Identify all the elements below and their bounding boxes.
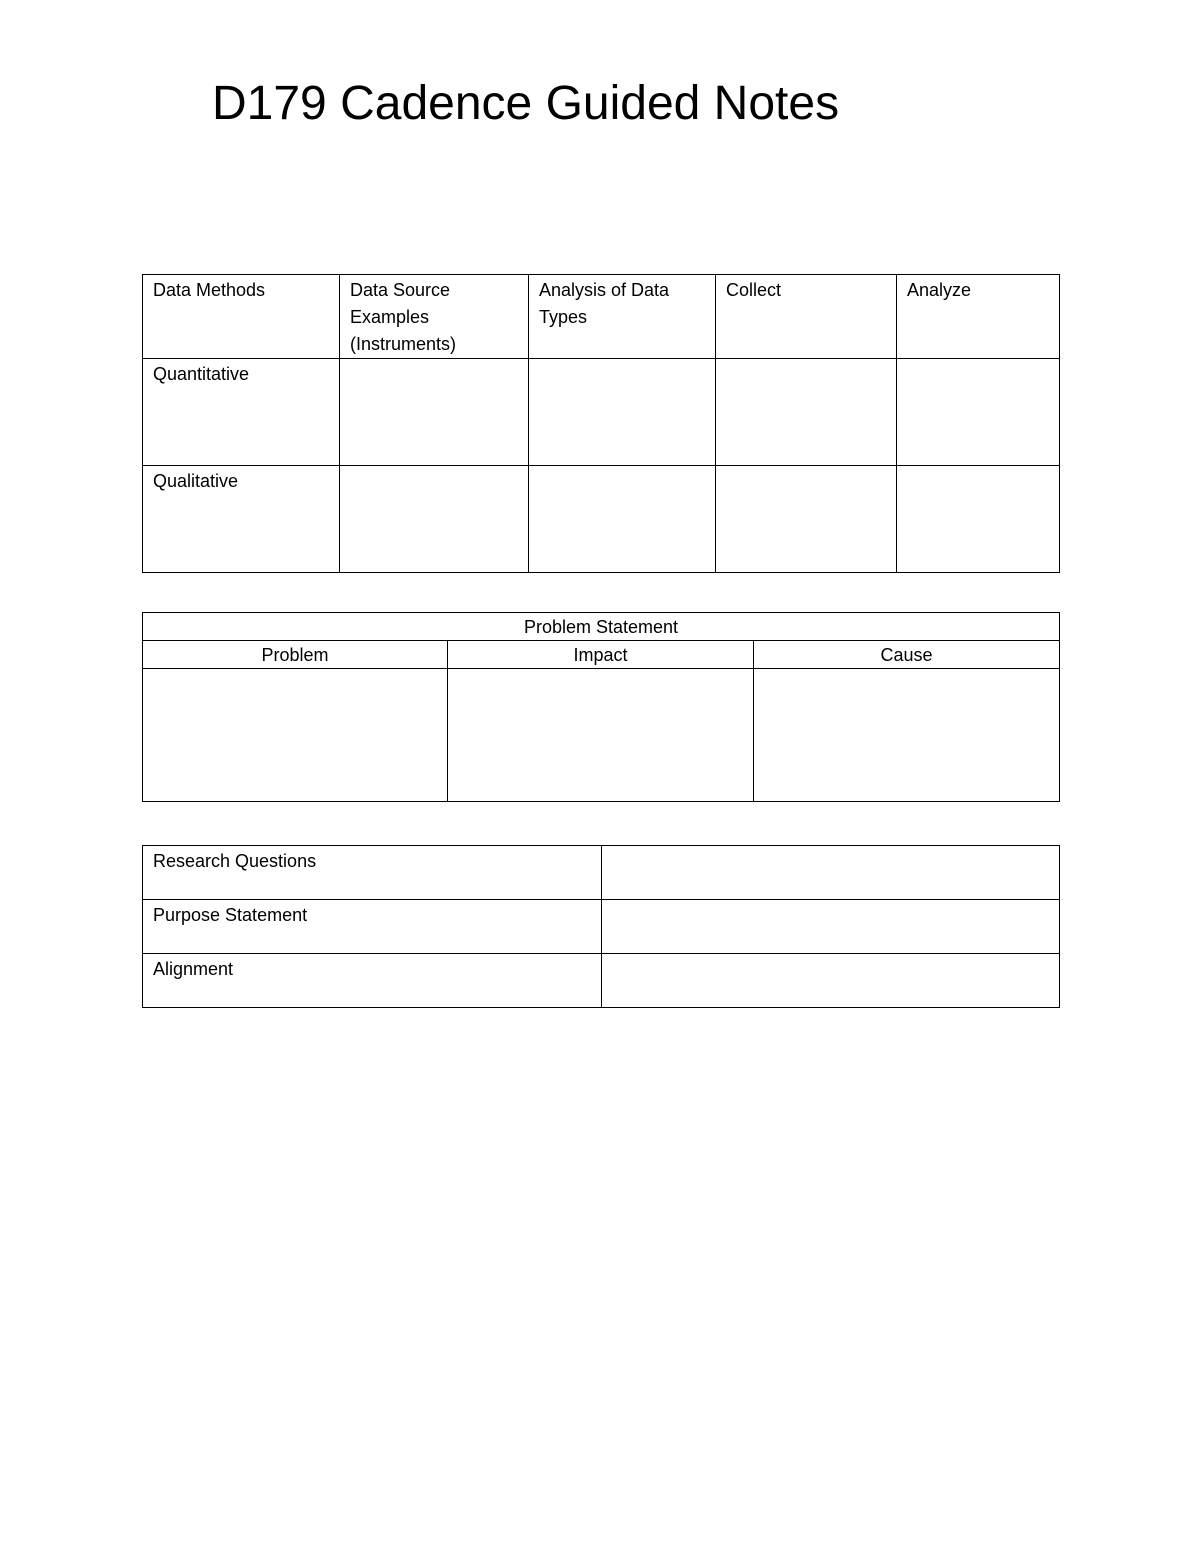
research-table xyxy=(142,845,1060,1008)
header-cell-analysis: Analysis of Data Types xyxy=(529,275,716,359)
alignment-input-cell[interactable] xyxy=(602,954,1060,1008)
empty-cell[interactable] xyxy=(340,359,529,466)
row-label-qualitative: Qualitative xyxy=(143,466,340,573)
header-cell-problem: Problem xyxy=(143,641,448,669)
row-label-alignment: Alignment xyxy=(143,954,602,1008)
header-cell-analyze: Analyze xyxy=(897,275,1060,359)
header-cell-data-source: Data Source Examples (Instruments) xyxy=(340,275,529,359)
empty-cell[interactable] xyxy=(716,466,897,573)
problem-statement-title-row xyxy=(143,613,1060,641)
empty-cell[interactable] xyxy=(897,466,1060,573)
row-label-research-questions: Research Questions xyxy=(143,846,602,900)
empty-cell[interactable] xyxy=(897,359,1060,466)
page-title: D179 Cadence Guided Notes xyxy=(212,77,840,130)
table-row-qualitative xyxy=(143,466,1060,573)
problem-input-cell[interactable] xyxy=(143,669,448,802)
research-questions-input-cell[interactable] xyxy=(602,846,1060,900)
table-row-alignment xyxy=(143,954,1060,1008)
table-row-quantitative xyxy=(143,359,1060,466)
problem-statement-header-row xyxy=(143,641,1060,669)
row-label-quantitative: Quantitative xyxy=(143,359,340,466)
empty-cell[interactable] xyxy=(529,359,716,466)
data-methods-table xyxy=(142,274,1060,573)
table-header-row xyxy=(143,275,1060,359)
cause-input-cell[interactable] xyxy=(754,669,1060,802)
empty-cell[interactable] xyxy=(529,466,716,573)
empty-cell[interactable] xyxy=(716,359,897,466)
empty-cell[interactable] xyxy=(340,466,529,573)
header-cell-impact: Impact xyxy=(448,641,754,669)
header-cell-cause: Cause xyxy=(754,641,1060,669)
problem-statement-table xyxy=(142,612,1060,802)
header-cell-collect: Collect xyxy=(716,275,897,359)
table-row-purpose-statement xyxy=(143,900,1060,954)
impact-input-cell[interactable] xyxy=(448,669,754,802)
header-cell-data-methods: Data Methods xyxy=(143,275,340,359)
table-row-research-questions xyxy=(143,846,1060,900)
row-label-purpose-statement: Purpose Statement xyxy=(143,900,602,954)
problem-statement-title: Problem Statement xyxy=(143,613,1060,641)
problem-statement-body-row xyxy=(143,669,1060,802)
purpose-statement-input-cell[interactable] xyxy=(602,900,1060,954)
